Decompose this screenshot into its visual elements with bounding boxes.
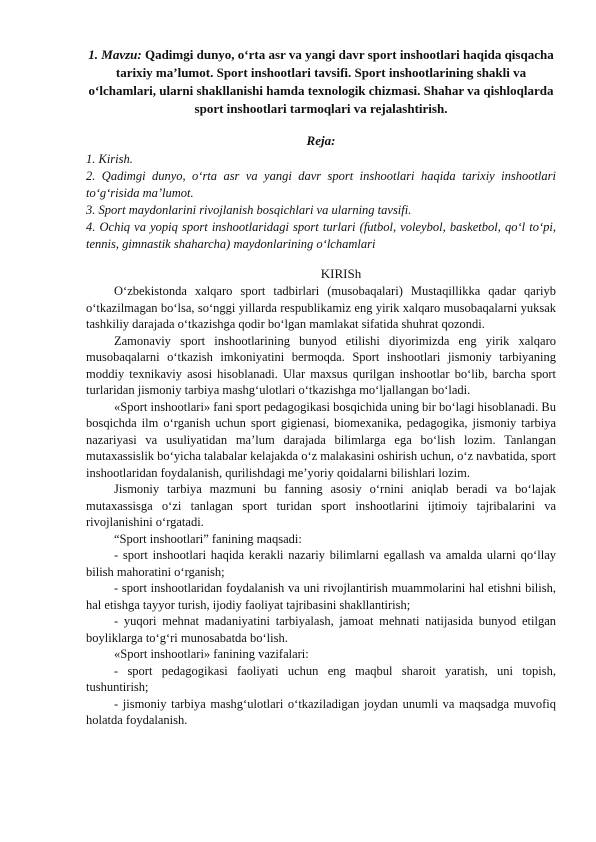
paragraph: Jismoniy tarbiya mazmuni bu fanning asosiy o‘rnini aniqlab beradi va bo‘lajak mutaxassisga o‘zi tanlagan sport turidan sport inshootlarini ijtimoiy tajribalarini va rivojlanishini o‘rgatadi.	[86, 482, 556, 529]
plan-heading: Reja:	[306, 133, 336, 148]
paragraph: - jismoniy tarbiya mashg‘ulotlari o‘tkaziladigan joydan unumli va maqsadga muvofiq holatda foydalanish.	[86, 696, 556, 727]
paragraph: - sport inshootlari haqida kerakli nazariy bilimlarni egallash va amalda ularni qo‘llay bilish mahoratini o‘rganish;	[86, 548, 556, 579]
topic-title	[86, 46, 556, 118]
paragraph: “Sport inshootlari” fanining maqsadi:	[114, 531, 302, 546]
plan-list	[86, 151, 556, 253]
plan-item: 4. Ochiq va yopiq sport inshootlaridagi sport turlari (futbol, voleybol, basketbol, qo‘l to‘pi, tennis, gimnastik shaharcha) maydonlarining o‘lchamlari	[86, 220, 556, 251]
paragraph: Zamonaviy sport inshootlarining bunyod etilishi diyorimizda eng yirik xalqaro musobaqalarni o‘tkazish imkoniyatini bermoqda. Sport inshootlari jismoniy tarbiyaning moddiy texnikaviy asosi hisoblanadi. Ular maxsus qurilgan inshootlar bo‘lib, barcha sport turlaridan jismoniy tarbiya mashg‘ulotlari o‘tkazishga mo‘ljallangan bo‘ladi.	[86, 333, 556, 397]
paragraph: «Sport inshootlari» fani sport pedagogikasi bosqichida uning bir bo‘lagi hisoblanadi. Bu bosqichda ilm o‘rganish uchun sport gigienasi, biomexanika, pedagogika, jismoniy tarbiya nazariyasi va usuliyatidan ma’lum darajada bilimlarga ega bo‘lish lozim. Tanlangan mutaxassislik bo‘yicha talabalar kelajakda o‘z malakasini oshirish uchun, o‘z navbatida, sport inshootlaridan foydalanish, qurilishdagi me’yoriy qoidalarni bilishlari lozim.	[86, 399, 556, 480]
plan-item: 3. Sport maydonlarini rivojlanish bosqichlari va ularning tavsifi.	[86, 203, 412, 217]
paragraph: O‘zbekistonda xalqaro sport tadbirlari (musobaqalari) Mustaqillikka qadar qariyb o‘tkazilmagan bo‘lsa, so‘nggi yillarda respublikamiz eng yirik xalqaro musobaqalarni yuksak tashkiliy darajada o‘tkazishga qodir bo‘lgan mamlakat sifatida shuhrat qozondi.	[86, 284, 556, 331]
topic-number: 1. Mavzu:	[88, 47, 142, 62]
paragraph: - sport inshootlaridan foydalanish va uni rivojlantirish muammolarini hal etishni bilish, hal etishga tayyor turish, ijodiy faoliyat tajribasini shakllantirish;	[86, 581, 556, 612]
plan-item: 1. Kirish.	[86, 152, 133, 166]
section-heading: KIRISh	[320, 266, 362, 281]
paragraph: - yuqori mehnat madaniyatini tarbiyalash, jamoat mehnati natijasida bunyod etilgan boyliklarga to‘g‘ri munosabatda bo‘lish.	[86, 614, 556, 645]
paragraph: - sport pedagogikasi faoliyati uchun eng maqbul sharoit yaratish, uni topish, tushuntirish;	[86, 663, 556, 694]
plan-item: 2. Qadimgi dunyo, o‘rta asr va yangi davr sport inshootlari haqida tarixiy inshootlari to‘g‘risida ma’lumot.	[86, 169, 556, 200]
paragraph: «Sport inshootlari» fanining vazifalari:	[114, 647, 309, 661]
topic-text: Qadimgi dunyo, o‘rta asr va yangi davr sport inshootlari haqida qisqacha tarixiy ma’lumot. Sport inshootlari tavsifi. Sport inshootlarining shakli va o‘lchamlari, ularni shakllanishi hamda texnologik chizmasi. Shahar va qishloqlarda sport inshootlari tarmoqlari va rejalashtirish.	[88, 47, 554, 116]
